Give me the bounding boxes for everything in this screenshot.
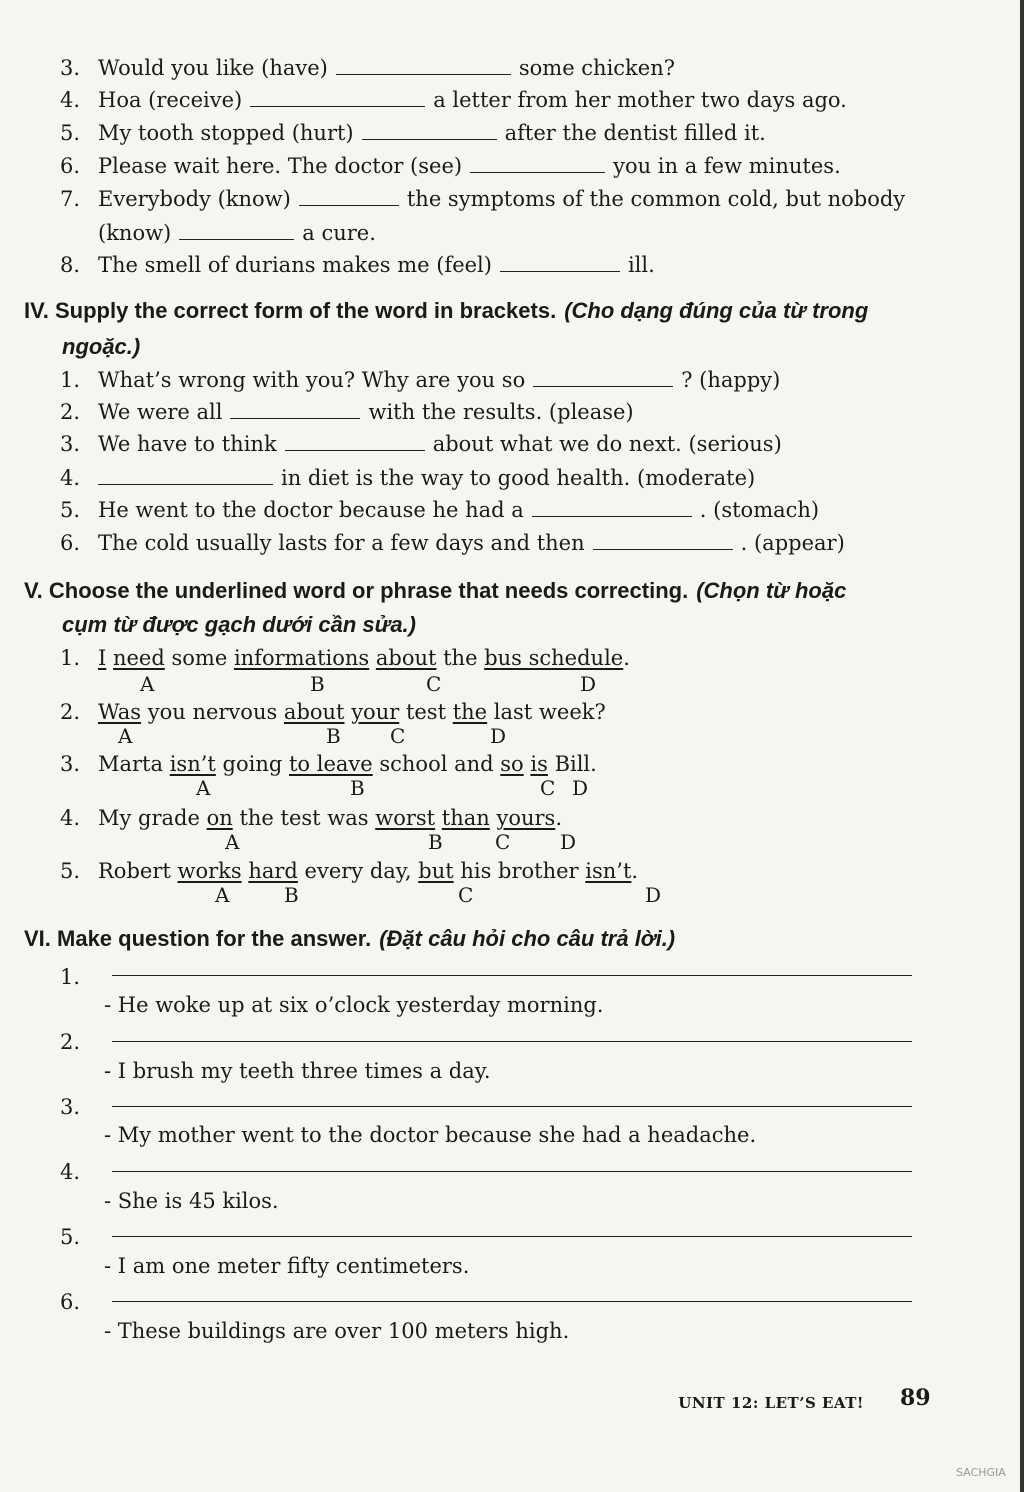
underlined-option[interactable]: your [351, 700, 400, 724]
option-letter: C [458, 883, 474, 907]
option-letter: C [426, 672, 442, 696]
sec6-number [60, 965, 98, 989]
option-letter: B [284, 883, 299, 907]
item-text: school and [372, 752, 501, 776]
part3-item [60, 121, 766, 145]
answer-blank[interactable] [336, 73, 511, 75]
sec6-number [60, 1225, 98, 1249]
item-number: 3. [60, 56, 81, 80]
item-number: 3. [60, 752, 81, 776]
item-text: My grade [98, 806, 207, 830]
part3-item [60, 88, 847, 112]
item-text: about what we do next. (serious) [432, 432, 782, 456]
item-text: ? (happy) [681, 368, 781, 392]
section-title: V. Choose the underlined word or phrase that needs correcting. [24, 578, 689, 603]
answer-blank[interactable] [285, 449, 425, 451]
answer-blank[interactable] [470, 171, 605, 173]
option-letter: B [310, 672, 325, 696]
section-4-heading [24, 298, 868, 324]
sec6-number [60, 1290, 98, 1314]
item-number: 4. [60, 88, 81, 112]
item-number: 4. [60, 466, 81, 490]
item-text: going [215, 752, 289, 776]
given-answer: - My mother went to the doctor because she had a headache. [104, 1123, 757, 1147]
item-number: 2. [60, 700, 81, 724]
item-text [106, 646, 113, 670]
item-number: 5. [60, 498, 81, 522]
item-text: . [555, 806, 563, 830]
item-number: 5. [60, 1225, 81, 1249]
underlined-option[interactable]: so [500, 752, 524, 776]
option-letter: D [645, 883, 662, 907]
question-answer-line[interactable] [112, 1106, 912, 1107]
part3-item [60, 253, 655, 277]
item-text [369, 646, 376, 670]
underlined-option[interactable]: isn’t [585, 859, 632, 883]
item-text: a cure. [302, 221, 376, 245]
item-text: . (appear) [740, 531, 845, 555]
underlined-option[interactable]: the [452, 700, 488, 724]
sec5-item [60, 806, 562, 830]
underlined-option[interactable]: than [441, 806, 490, 830]
item-text: Hoa (receive) [98, 88, 243, 112]
sec4-item [60, 531, 845, 555]
item-text: My tooth stopped (hurt) [98, 121, 354, 145]
section-title-vietnamese: cụm từ được gạch dưới cần sửa.) [62, 612, 416, 637]
item-text: in diet is the way to good health. (moderate) [281, 466, 756, 490]
answer-blank[interactable] [230, 417, 360, 419]
item-text: Would you like (have) [98, 56, 328, 80]
given-answer: - I brush my teeth three times a day. [104, 1059, 491, 1083]
item-text: . (stomach) [699, 498, 820, 522]
item-text: Robert [98, 859, 178, 883]
section-5-heading [24, 578, 846, 604]
given-answer: - I am one meter fifty centimeters. [104, 1254, 470, 1278]
item-text: . [623, 646, 630, 670]
section-6-heading [24, 926, 675, 952]
item-number: 7. [60, 187, 81, 211]
sec5-item [60, 646, 630, 670]
option-letter: A [140, 672, 155, 696]
sec6-number [60, 1095, 98, 1119]
given-answer: - She is 45 kilos. [104, 1189, 279, 1213]
item-text: you nervous [141, 700, 284, 724]
item-text: We were all [98, 400, 223, 424]
sec4-item [60, 368, 780, 392]
underlined-option[interactable]: informations [233, 646, 370, 670]
item-text: (know) [98, 221, 172, 245]
item-number: 5. [60, 121, 81, 145]
underlined-option[interactable]: I [98, 646, 107, 670]
item-text: the [436, 646, 485, 670]
question-answer-line[interactable] [112, 1041, 912, 1042]
answer-blank[interactable] [500, 270, 620, 272]
item-text: Please wait here. The doctor (see) [98, 154, 463, 178]
underlined-option[interactable]: about [375, 646, 437, 670]
option-letter: D [572, 776, 589, 800]
item-text: his brother [453, 859, 586, 883]
option-letter: C [390, 724, 406, 748]
item-text: ill. [627, 253, 655, 277]
sec5-item [60, 859, 638, 883]
part3-item [60, 56, 675, 80]
item-text: the test was [232, 806, 376, 830]
question-answer-line[interactable] [112, 1301, 912, 1302]
item-text: you in a few minutes. [613, 154, 841, 178]
page-edge-shadow [1020, 0, 1024, 1492]
item-text [435, 806, 442, 830]
item-number: 3. [60, 1095, 81, 1119]
item-text: Everybody (know) [98, 187, 291, 211]
underlined-option[interactable]: worst [375, 806, 436, 830]
item-text: . [631, 859, 639, 883]
answer-blank[interactable] [250, 105, 425, 107]
part3-item [60, 154, 841, 178]
item-text [242, 859, 249, 883]
section-title-vietnamese: ngoặc.) [62, 334, 141, 359]
page-number: 89 [900, 1385, 931, 1411]
sec6-number [60, 1030, 98, 1054]
unit-footer: UNIT 12: LET’S EAT! [678, 1394, 864, 1412]
section-title: IV. Supply the correct form of the word in brackets. [24, 298, 557, 323]
sec4-item [60, 432, 782, 456]
underlined-option[interactable]: yours [496, 806, 556, 830]
watermark: SACHGIA [956, 1466, 1006, 1479]
item-text: after the dentist filled it. [504, 121, 766, 145]
answer-blank[interactable] [299, 204, 399, 206]
item-text: We have to think [98, 432, 277, 456]
sec4-item [60, 466, 755, 490]
answer-blank[interactable] [98, 483, 273, 485]
item-number: 1. [60, 646, 81, 670]
answer-blank[interactable] [533, 385, 673, 387]
underlined-option[interactable]: bus schedule [484, 646, 624, 670]
item-number: 4. [60, 1160, 81, 1184]
item-text: What’s wrong with you? Why are you so [98, 368, 526, 392]
question-answer-line[interactable] [112, 1171, 912, 1172]
option-letter: D [490, 724, 507, 748]
item-text: Bill. [547, 752, 597, 776]
sec4-item [60, 498, 819, 522]
item-number: 1. [60, 368, 81, 392]
section-title-vietnamese: (Chọn từ hoặc [696, 578, 847, 603]
section-title-vietnamese: (Đặt câu hỏi cho câu trả lời.) [379, 926, 676, 951]
underlined-option[interactable]: on [206, 806, 233, 830]
item-text: last week? [487, 700, 606, 724]
underlined-option[interactable]: Was [98, 700, 142, 724]
item-text: The smell of durians makes me (feel) [98, 253, 492, 277]
item-number: 4. [60, 806, 81, 830]
option-letter: D [560, 830, 577, 854]
underlined-option[interactable]: to leave [288, 752, 373, 776]
underlined-option[interactable]: is [530, 752, 548, 776]
item-text: a letter from her mother two days ago. [433, 88, 847, 112]
item-number: 2. [60, 400, 81, 424]
section-title-vietnamese: (Cho dạng đúng của từ trong [564, 298, 869, 323]
item-text: test [399, 700, 453, 724]
underlined-option[interactable]: need [112, 646, 165, 670]
underlined-option[interactable]: hard [248, 859, 298, 883]
question-answer-line[interactable] [112, 1236, 912, 1237]
option-letter: D [580, 672, 597, 696]
part3-item [60, 221, 376, 245]
answer-blank[interactable] [179, 238, 294, 240]
question-answer-line[interactable] [112, 975, 912, 976]
item-number: 2. [60, 1030, 81, 1054]
option-letter: A [196, 776, 211, 800]
option-letter: C [495, 830, 511, 854]
item-number: 1. [60, 965, 81, 989]
item-text [524, 752, 531, 776]
sec4-item [60, 400, 634, 424]
item-text: the symptoms of the common cold, but nobody [406, 187, 906, 211]
item-text: some chicken? [518, 56, 675, 80]
sec5-item [60, 700, 606, 724]
sec5-item [60, 752, 597, 776]
option-letter: B [428, 830, 443, 854]
answer-blank[interactable] [532, 515, 692, 517]
section-title: VI. Make question for the answer. [24, 926, 372, 951]
item-text: some [164, 646, 234, 670]
option-letter: A [225, 830, 240, 854]
sec6-number [60, 1160, 98, 1184]
answer-blank[interactable] [593, 548, 733, 550]
part3-item [60, 187, 905, 211]
item-text: The cold usually lasts for a few days and then [98, 531, 585, 555]
option-letter: C [540, 776, 556, 800]
option-letter: B [350, 776, 365, 800]
given-answer: - These buildings are over 100 meters high. [104, 1319, 570, 1343]
item-number: 6. [60, 531, 81, 555]
given-answer: - He woke up at six o’clock yesterday morning. [104, 993, 604, 1017]
item-number: 3. [60, 432, 81, 456]
item-number: 8. [60, 253, 81, 277]
item-number: 5. [60, 859, 81, 883]
underlined-option[interactable]: works [177, 859, 242, 883]
item-text: with the results. (please) [368, 400, 634, 424]
option-letter: B [326, 724, 341, 748]
option-letter: A [215, 883, 230, 907]
option-letter: A [118, 724, 133, 748]
item-number: 6. [60, 1290, 81, 1314]
item-text: every day, [297, 859, 419, 883]
item-number: 6. [60, 154, 81, 178]
underlined-option[interactable]: but [418, 859, 454, 883]
underlined-option[interactable]: isn’t [169, 752, 216, 776]
item-text: He went to the doctor because he had a [98, 498, 524, 522]
item-text: Marta [98, 752, 170, 776]
underlined-option[interactable]: about [283, 700, 345, 724]
answer-blank[interactable] [362, 138, 497, 140]
